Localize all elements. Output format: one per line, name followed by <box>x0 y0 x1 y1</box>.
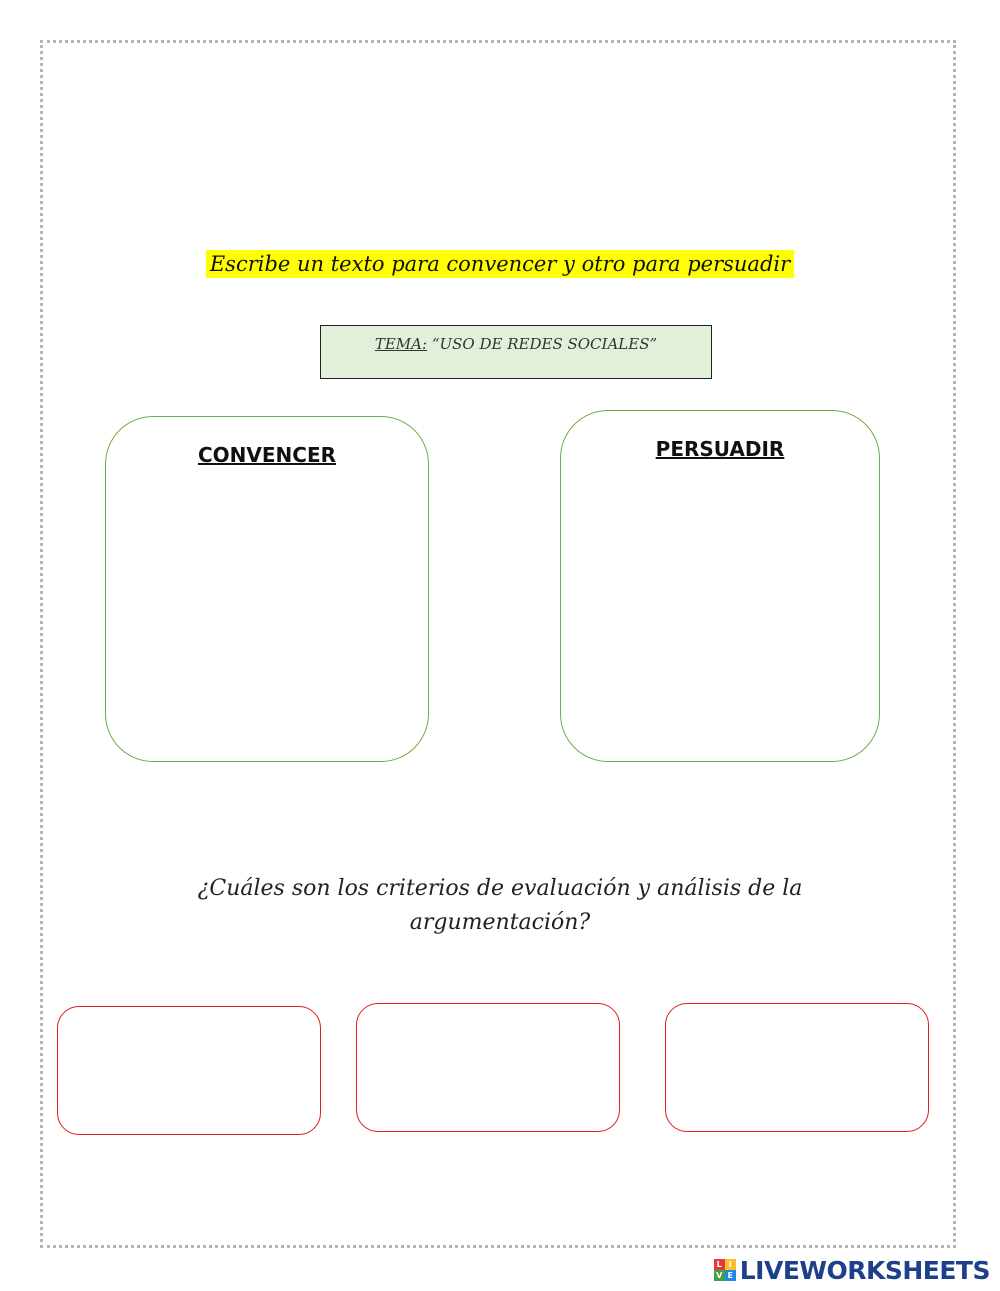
persuadir-answer-box[interactable] <box>560 410 880 762</box>
topic-label: TEMA: <box>374 335 428 353</box>
logo-letter-e: E <box>725 1270 736 1281</box>
liveworksheets-logo-icon <box>714 1259 736 1281</box>
question-text: ¿Cuáles son los criterios de evaluación y análisis de la argumentación? <box>197 876 803 935</box>
topic-value: “USO DE REDES SOCIALES” <box>431 335 658 353</box>
logo-letter-i: I <box>725 1259 736 1270</box>
convencer-answer-box[interactable] <box>105 416 429 762</box>
logo-letter-l: L <box>714 1259 725 1270</box>
instruction-text: Escribe un texto para convencer y otro para persuadir <box>206 250 794 278</box>
criteria-answer-box-1[interactable] <box>57 1006 321 1135</box>
persuadir-title: PERSUADIR <box>655 437 785 461</box>
instruction <box>0 252 1000 276</box>
topic-box <box>320 325 712 379</box>
brand-name: LIVEWORKSHEETS <box>739 1255 990 1285</box>
liveworksheets-brand <box>714 1256 990 1284</box>
convencer-title: CONVENCER <box>197 443 337 467</box>
logo-letter-v: V <box>714 1270 725 1281</box>
criteria-answer-box-3[interactable] <box>665 1003 929 1132</box>
criteria-answer-box-2[interactable] <box>356 1003 620 1132</box>
